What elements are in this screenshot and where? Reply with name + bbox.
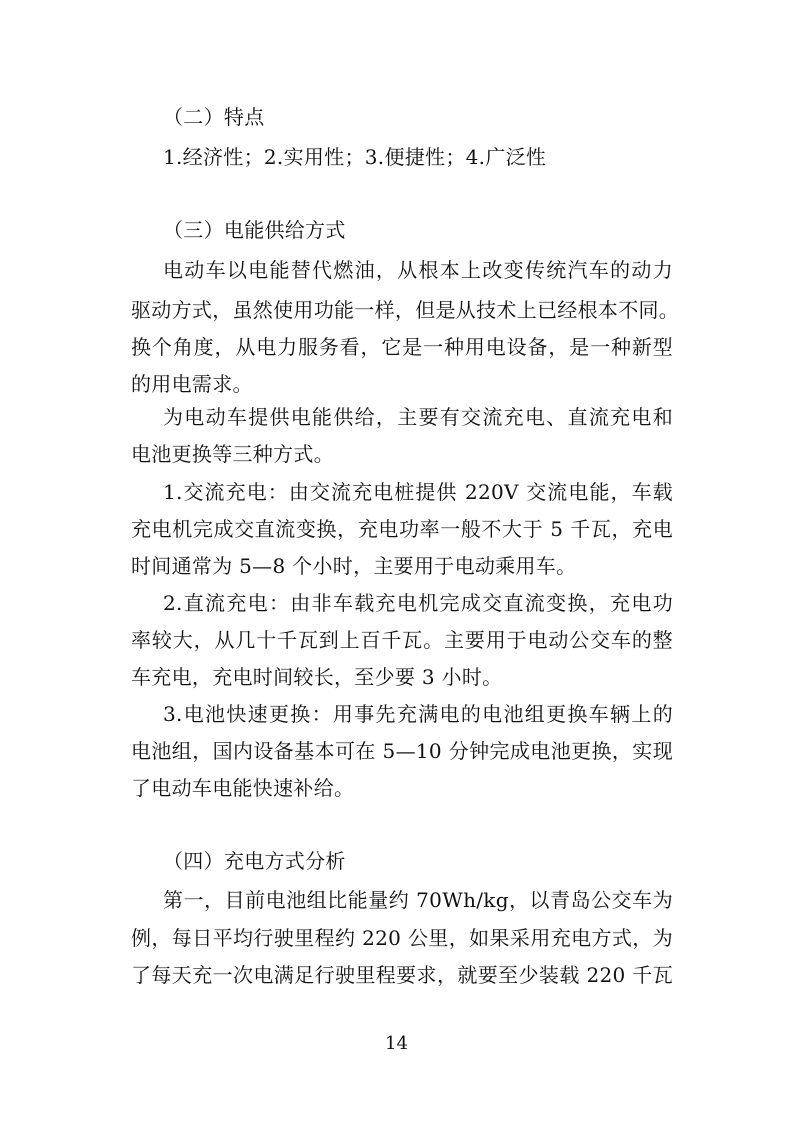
paragraph-line: 的用电需求。 — [131, 372, 253, 396]
paragraph-line: 2.直流充电：由非车载充电机完成交直流变换，充电功 — [163, 591, 673, 615]
paragraph-line: 驱动方式，虽然使用功能一样，但是从技术上已经根本不同。 — [131, 298, 680, 322]
paragraph-line: 电池更换等三种方式。 — [131, 442, 334, 466]
paragraph-line: 电动车以电能替代燃油，从根本上改变传统汽车的动力 — [163, 258, 673, 282]
section-heading-power-supply: （三）电能供给方式 — [163, 218, 346, 242]
paragraph-line: 例，每日平均行驶里程约 220 公里，如果采用充电方式，为 — [131, 926, 673, 950]
paragraph-line: 了每天充一次电满足行驶里程要求，就要至少装载 220 千瓦 — [131, 963, 673, 987]
paragraph-line: 为电动车提供电能供给，主要有交流充电、直流充电和 — [163, 405, 673, 429]
paragraph-line: 时间通常为 5—8 个小时，主要用于电动乘用车。 — [131, 554, 577, 578]
paragraph-line: 率较大，从几十千瓦到上百千瓦。主要用于电动公交车的整 — [131, 628, 673, 652]
paragraph-line: 1.交流充电：由交流充电桩提供 220V 交流电能，车载 — [163, 480, 673, 504]
paragraph-line: 3.电池快速更换：用事先充满电的电池组更换车辆上的 — [163, 702, 673, 726]
section-heading-features: （二）特点 — [163, 105, 265, 129]
paragraph-line: 充电机完成交直流变换，充电功率一般不大于 5 千瓦，充电 — [131, 517, 673, 541]
paragraph-line: 第一，目前电池组比能量约 70Wh/kg，以青岛公交车为 — [163, 888, 673, 912]
section-heading-charging-analysis: （四）充电方式分析 — [163, 849, 346, 873]
features-list: 1.经济性；2.实用性；3.便捷性；4.广泛性 — [163, 145, 547, 169]
paragraph-line: 换个角度，从电力服务看，它是一种用电设备，是一种新型 — [131, 335, 673, 359]
paragraph-line: 了电动车电能快速补给。 — [131, 776, 355, 800]
paragraph-line: 车充电，充电时间较长，至少要 3 小时。 — [131, 665, 503, 689]
page-number: 14 — [385, 1033, 408, 1054]
paragraph-line: 电池组，国内设备基本可在 5—10 分钟完成电池更换，实现 — [131, 739, 673, 763]
